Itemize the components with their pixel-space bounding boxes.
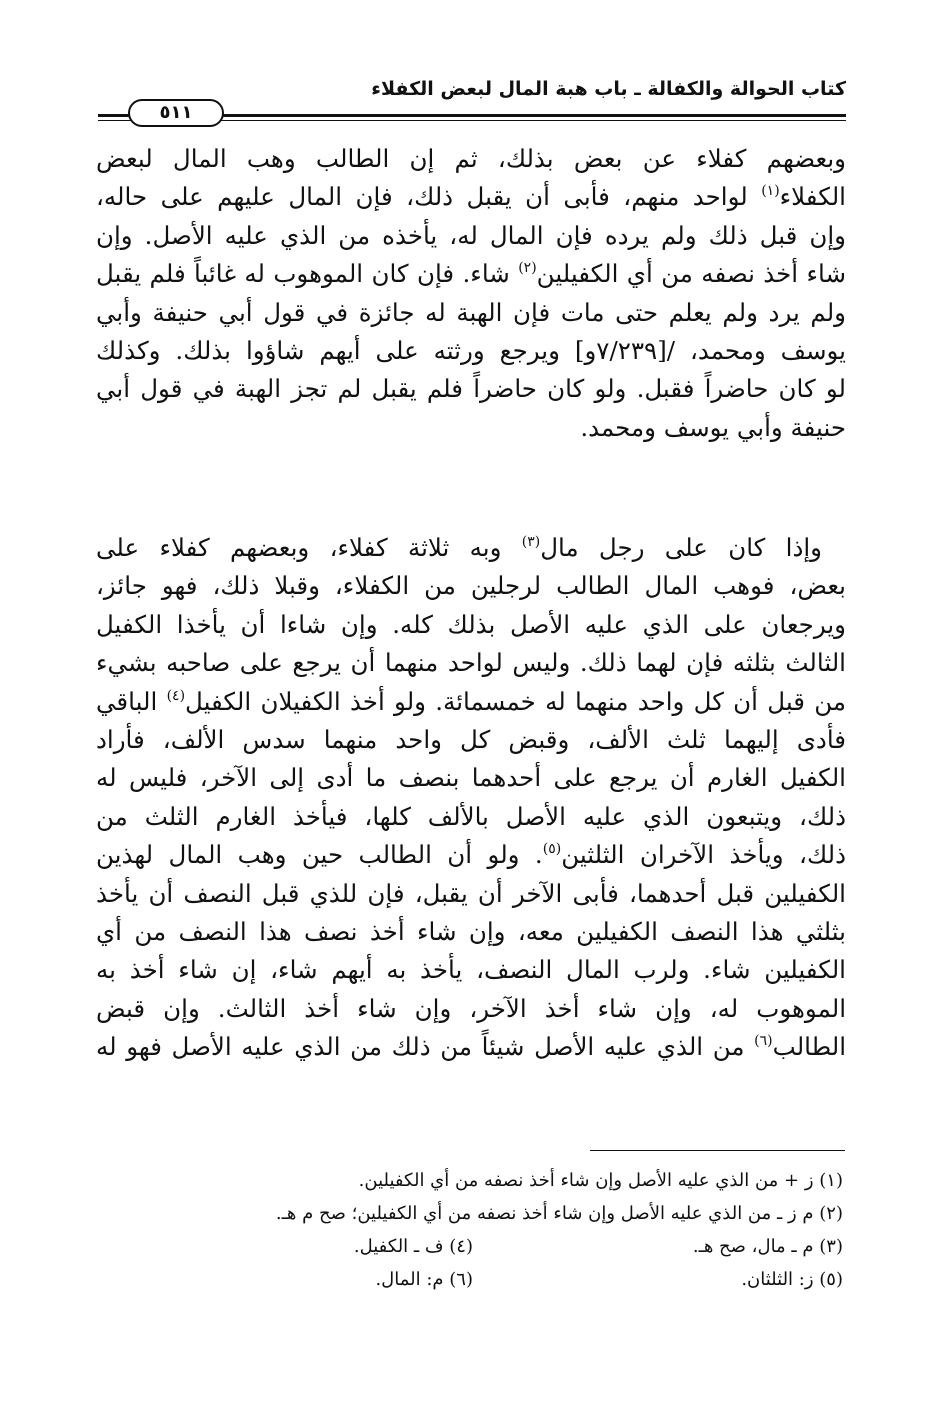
- footnote-separator: [590, 1150, 845, 1151]
- footnote: (١) ز + من الذي عليه الأصل وإن شاء أخذ نصفه من أي الكفيلين.: [358, 1170, 843, 1191]
- paragraph-2: [96, 529, 846, 1067]
- text-line: فأدى إليهما ثلث الألف، وقبض كل واحد منهما سدس الألف، فأراد: [96, 725, 846, 755]
- paragraph-1: [96, 140, 846, 447]
- text-line: الكفيلين قبل أحدهما، فأبى الآخر أن يقبل، فإن للذي قبل النصف أن يأخذ: [96, 878, 846, 908]
- footnote-ref: (٢): [518, 260, 537, 277]
- text-line: شاء أخذ نصفه من أي الكفيلين$^{(٢)}$ شاء. فإن كان الموهوب له غائباً فلم يقبل: [96, 259, 846, 289]
- text-line: بثلثي هذا النصف الكفيلين معه، وإن شاء أخذ نصف هذا النصف من أي: [96, 917, 846, 947]
- footnote: (٥) ز: الثلثان.: [741, 1269, 843, 1290]
- footnote-ref: (٤): [166, 687, 186, 704]
- footnotes: [103, 1164, 843, 1296]
- text-line: الطالب$^{(٦)}$ من الذي عليه الأصل شيئاً من ذلك من الذي عليه الأصل فهو له: [96, 1032, 846, 1062]
- text-line: وإذا كان على رجل مال$^{(٣)}$ وبه ثلاثة كفلاء، وبعضهم كفلاء على: [96, 533, 822, 562]
- page-number: ٥١١: [128, 99, 224, 127]
- page-header: [98, 70, 846, 126]
- footnote-ref: (٣): [521, 534, 541, 550]
- footnote: (٦) م: المال.: [375, 1269, 473, 1290]
- text-line: الثالث بثلثه فإن لهما ذلك. وليس لواحد منهما أن يرجع على صاحبه بشيء: [96, 648, 846, 678]
- text-line: ويرجعان على الذي عليه الأصل بذلك كله. وإن شاءا أن يأخذا الكفيل: [96, 609, 846, 639]
- text-line: ذلك، ويأخذ الآخران الثلثين$^{(٥)}$. ولو أن الطالب حين وهب المال لهذين: [96, 840, 846, 870]
- text-line: الكفيل الغارم أن يرجع على أحدهما بنصف ما أدى إلى الآخر، فليس له: [96, 763, 846, 793]
- footnote: (٤) ف ـ الكفيل.: [353, 1236, 473, 1257]
- text-line: يوسف ومحمد، /[٧/٢٣٩و] ويرجع ورثته على أيهم شاؤوا بذلك. وكذلك: [96, 336, 846, 366]
- text-line: الموهوب له، وإن شاء أخذ الآخر، وإن شاء أخذ الثالث. وإن قبض: [96, 993, 846, 1023]
- text-line: بعض، فوهب المال الطالب لرجلين من الكفلاء، وقبلا ذلك، فهو جائز،: [96, 571, 846, 601]
- text-line: وإن قبل ذلك ولم يرده فإن المال له، يأخذه من الذي عليه الأصل. وإن: [96, 220, 846, 250]
- text-line: ذلك، ويتبعون الذي عليه الأصل بالألف كلها، فيأخذ الغارم الثلث من: [96, 801, 846, 831]
- text-line: حنيفة وأبي يوسف ومحمد.: [580, 412, 846, 442]
- text-line: وبعضهم كفلاء عن بعض بذلك، ثم إن الطالب وهب المال لبعض: [96, 144, 846, 173]
- footnote-pair: [103, 1230, 843, 1263]
- running-title: كتاب الحوالة والكفالة ـ باب هبة المال لبعض الكفلاء: [371, 78, 846, 100]
- footnote-pair: [103, 1263, 843, 1296]
- text-line: لو كان حاضراً فقبل. ولو كان حاضراً فلم يقبل لم تجز الهبة في قول أبي: [96, 374, 846, 404]
- footnote-ref: (٥): [542, 841, 562, 858]
- text-line: الكفيلين شاء. ولرب المال النصف، يأخذ به أيهم شاء، إن شاء أخذ به: [96, 955, 846, 985]
- footnote-ref: (١): [761, 183, 780, 200]
- text-line: الكفلاء$^{(١)}$ لواحد منهم، فأبى أن يقبل ذلك، فإن المال عليهم على حاله،: [96, 182, 846, 212]
- text-line: ولم يرد ولم يعلم حتى مات فإن الهبة له جائزة في قول أبي حنيفة وأبي: [96, 297, 846, 327]
- footnote: (٣) م ـ مال، صح هـ.: [692, 1236, 843, 1257]
- footnote: (٢) م ز ـ من الذي عليه الأصل وإن شاء أخذ نصفه من أي الكفيلين؛ صح م هـ.: [275, 1203, 843, 1224]
- footnote-ref: (٦): [754, 1033, 773, 1050]
- text-line: من قبل أن كل واحد منهما له خمسمائة. ولو أخذ الكفيلان الكفيل$^{(٤)}$ الباقي: [96, 686, 846, 716]
